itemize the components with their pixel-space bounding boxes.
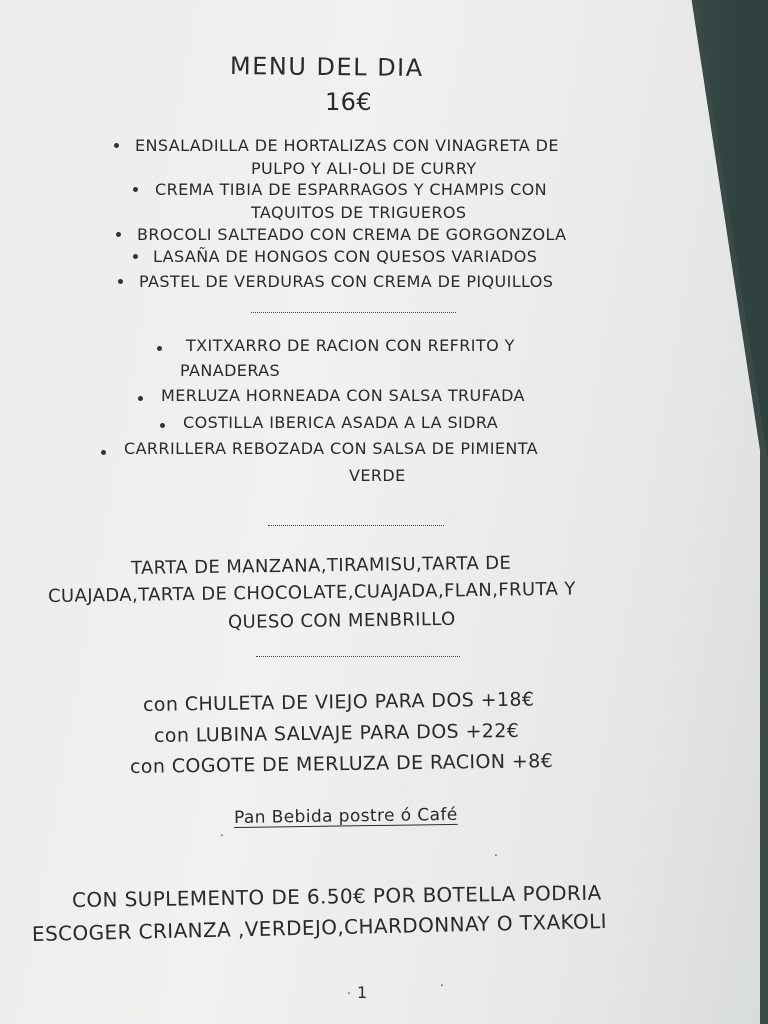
main-line: TXITXARRO DE RACION CON REFRITO Y [186, 336, 515, 355]
ink-dot: . [347, 983, 351, 997]
dessert-line: CUAJADA,TARTA DE CHOCOLATE,CUAJADA,FLAN,FRUTA Y [47, 578, 576, 607]
section-divider [251, 312, 456, 313]
wine-line: CON SUPLEMENTO DE 6.50€ POR BOTELLA PODRIA [71, 880, 602, 912]
dessert-line: TARTA DE MANZANA,TIRAMISU,TARTA DE [130, 552, 512, 579]
starter-line: LASAÑA DE HONGOS CON QUESOS VARIADOS [153, 247, 538, 266]
ink-dot: . [494, 845, 498, 859]
starter-line: PASTEL DE VERDURAS CON CREMA DE PIQUILLOS [139, 272, 554, 291]
menu-title: MENU DEL DIA [229, 52, 424, 83]
main-line: VERDE [349, 466, 406, 485]
supplement-line: con LUBINA SALVAJE PARA DOS +22€ [153, 719, 520, 747]
bullet-icon [133, 254, 138, 259]
bullet-icon [114, 143, 119, 148]
starter-line: BROCOLI SALTEADO CON CREMA DE GORGONZOLA [137, 225, 567, 244]
bullet-icon [133, 187, 138, 192]
ink-dot: . [440, 975, 444, 989]
supplement-line: con COGOTE DE MERLUZA DE RACION +8€ [129, 750, 554, 778]
bullet-icon [157, 346, 162, 351]
main-line: CARRILLERA REBOZADA CON SALSA DE PIMIENTA [124, 439, 538, 458]
menu-price: 16€ [325, 88, 373, 116]
starter-line: CREMA TIBIA DE ESPARRAGOS Y CHAMPIS CON [155, 180, 548, 199]
page-number: 1 [357, 983, 368, 1002]
bullet-icon [160, 423, 165, 428]
bullet-icon [116, 232, 121, 237]
supplement-line: con CHULETA DE VIEJO PARA DOS +18€ [142, 688, 535, 716]
starter-line: PULPO Y ALI-OLI DE CURRY [251, 159, 477, 178]
bullet-icon [118, 279, 123, 284]
bullet-icon [101, 450, 106, 455]
section-divider [268, 525, 444, 526]
bullet-icon [138, 396, 143, 401]
starter-line: ENSALADILLA DE HORTALIZAS CON VINAGRETA DE [135, 136, 559, 155]
starter-line: TAQUITOS DE TRIGUEROS [251, 203, 467, 222]
main-line: PANADERAS [180, 361, 281, 380]
section-divider [256, 656, 460, 657]
ink-dot: . [220, 825, 224, 839]
included-items: Pan Bebida postre ó Café [233, 804, 458, 828]
dessert-line: QUESO CON MENBRILLO [227, 608, 456, 633]
main-line: COSTILLA IBERICA ASADA A LA SIDRA [183, 413, 499, 432]
main-line: MERLUZA HORNEADA CON SALSA TRUFADA [161, 386, 525, 405]
wine-line: ESCOGER CRIANZA ,VERDEJO,CHARDONNAY O TXAKOLI [31, 908, 608, 946]
